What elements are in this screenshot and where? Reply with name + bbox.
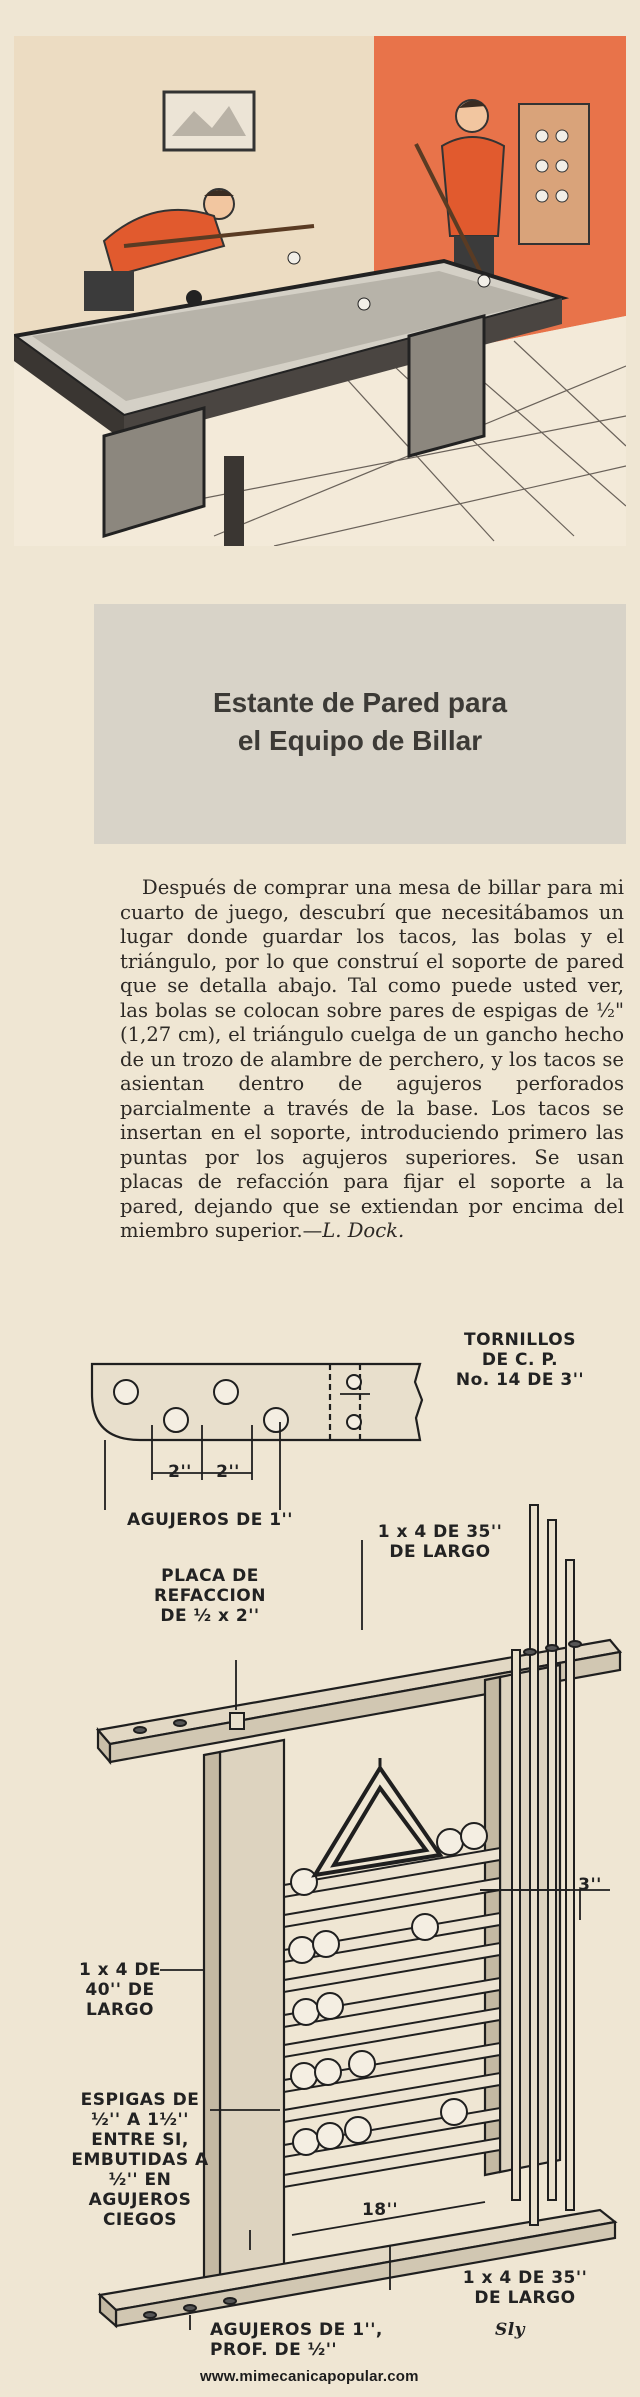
label-spacing-1: 2'' [168,1462,192,1482]
label-bottom-board: 1 x 4 DE 35'' DE LARGO [462,2268,588,2308]
title-line-2: el Equipo de Billar [237,725,483,756]
author-signature: L. Dock. [322,1219,405,1242]
label-espigas: ESPIGAS DE ½'' A 1½'' ENTRE SI, EMBUTIDAS A ½'' EN AGUJEROS CIEGOS [71,2090,209,2230]
rack-diagram [30,1330,630,2360]
billiard-room-illustration [14,36,626,546]
title-line-1: Estante de Pared para [212,687,508,718]
site-url-bottom[interactable]: www.mimecanicapopular.com [200,2368,419,2385]
label-placa: PLACA DE REFACCION DE ½ x 2'' [154,1566,266,1626]
article-title [94,684,626,760]
artist-signature: Sly [494,2320,526,2340]
label-agujeros-bottom: AGUJEROS DE 1'', PROF. DE ½'' [210,2320,383,2360]
label-spacing-2: 2'' [216,1462,240,1482]
label-tornillos: TORNILLOS DE C. P. No. 14 DE 3'' [455,1330,585,1390]
label-top-board: 1 x 4 DE 35'' DE LARGO [377,1522,503,1562]
article-body [120,876,624,1244]
label-dowel-gap: 3'' [578,1875,602,1895]
title-box [94,604,626,844]
label-side-board: 1 x 4 DE 40'' DE LARGO [78,1960,162,2020]
body-paragraph: Después de comprar una mesa de billar para mi cuarto de juego, descubrí que necesitábamos un lugar donde guardar los tacos, las bolas y el triángulo, por lo que construí el soporte de pared que se detalla abajo. Tal como puede usted ver, las bolas se colocan sobre pares de espigas de ½" (1,27 cm), el triángulo cuelga de un gancho hecho de un trozo de alambre de perchero, y los tacos se asientan dentro de agujeros perforados parcialmente a través de la base. Los tacos se insertan en el soporte, introduciendo primero las puntas por los agujeros superiores. Se usan placas de refacción para fijar el soporte a la pared, dejando que se extiendan por encima del miembro superior.— [120,876,624,1242]
label-agujeros-top: AGUJEROS DE 1'' [127,1510,293,1530]
label-inner-width: 18'' [361,2200,399,2220]
